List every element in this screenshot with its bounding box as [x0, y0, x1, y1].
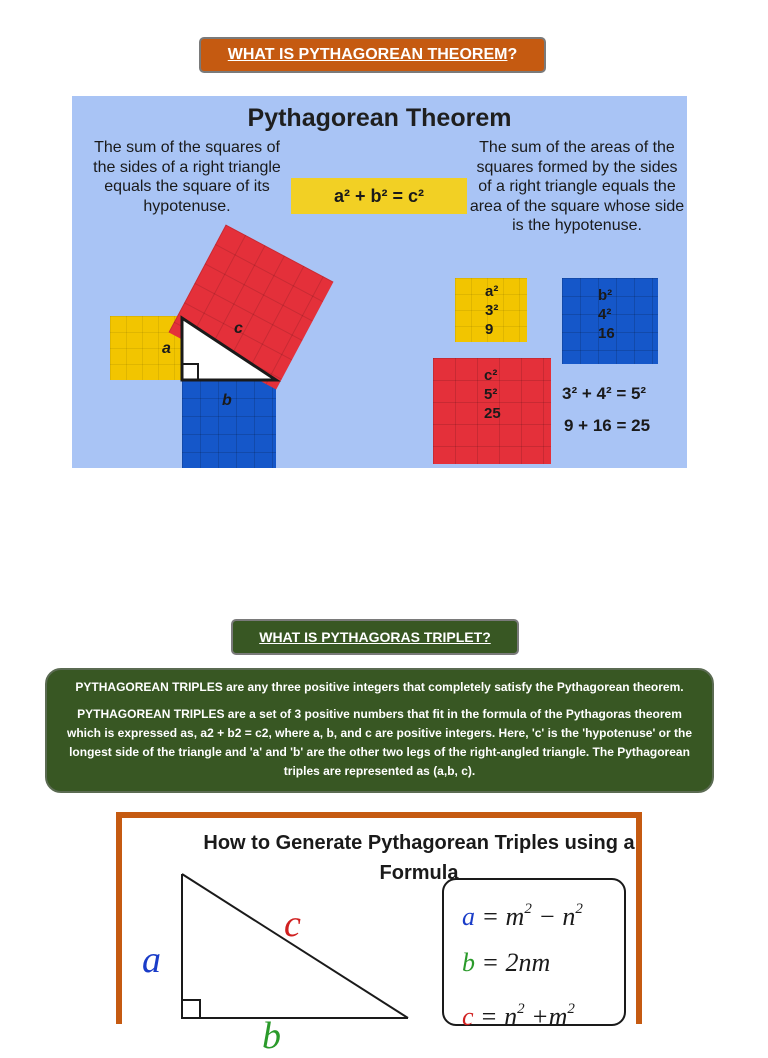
generate-title: How to Generate Pythagorean Triples using a Formula: [203, 832, 635, 884]
poster-right-text: The sum of the areas of the squares formed by the sides of a right triangle equals the area of the square whose side is the hypotenuse.: [469, 139, 685, 234]
theorem-heading-suffix: ?: [507, 46, 518, 63]
equation-values: 9 + 16 = 25: [564, 416, 651, 435]
triples-paragraph-1: PYTHAGOREAN TRIPLES are any three positive integers that completely satisfy the Pythagorean theorem.: [75, 680, 684, 694]
triangle-label-c: c: [234, 320, 243, 337]
triples-definition-box: [45, 668, 714, 793]
formula-c-line: [462, 986, 624, 1040]
triplet-heading: [231, 619, 519, 655]
formula-b-line: [462, 940, 624, 986]
equation-squares: 3² + 4² = 5²: [562, 384, 647, 403]
yellow-stack: [485, 282, 498, 339]
generate-triples-panel: [116, 812, 642, 1057]
formula-a-line: [462, 886, 624, 940]
formula-a-op: − n: [531, 902, 576, 931]
triples-paragraph-2: PYTHAGOREAN TRIPLES are a set of 3 positive numbers that fit in the formula of the Pythagoras theorem which is expressed as, a2 + b2 = c2, where a, b, and c are positive integers. Here, 'c' is the 'hypotenuse' or the longest side of the triangle and 'a' and 'b' are the other two legs of the right-angled triangle. The Pythagorean triples are represented as (a,b, c).: [67, 707, 692, 778]
yellow-stack-line: 9: [485, 321, 494, 338]
triangle-label-a: a: [162, 340, 171, 357]
red-stack-line: c²: [484, 367, 498, 384]
formula-a-var: a: [462, 902, 475, 931]
formula-a-exp: 2: [575, 901, 583, 917]
side-label-a: a: [142, 939, 161, 981]
red-stack-line: 25: [484, 405, 501, 422]
yellow-stack-line: 3²: [485, 302, 499, 319]
formula-a-exp: 2: [524, 901, 532, 917]
blue-stack-line: 4²: [598, 306, 612, 323]
formula-c-rhs: = n: [480, 1002, 518, 1031]
formula-b-var: b: [462, 948, 475, 977]
yellow-stack-line: a²: [485, 283, 499, 300]
blue-stack-line: 16: [598, 325, 615, 342]
formula-c-exp: 2: [567, 1001, 575, 1017]
side-label-c: c: [284, 903, 301, 945]
poster-formula: a² + b² = c²: [291, 178, 467, 214]
blue-stack-line: b²: [598, 287, 613, 304]
formula-c-exp: 2: [517, 1001, 525, 1017]
formula-triangle: [140, 870, 440, 1030]
triplet-heading-text: WHAT IS PYTHAGORAS TRIPLET?: [259, 629, 491, 645]
right-triangle: [178, 314, 280, 384]
formula-b-rhs: = 2nm: [481, 948, 551, 977]
blue-stack: [598, 286, 615, 343]
poster-title: Pythagorean Theorem: [247, 104, 512, 132]
poster-left-text: The sum of the squares of the sides of a right triangle equals the square of its hypotenuse.: [93, 139, 281, 215]
formula-a-rhs: = m: [481, 902, 525, 931]
pythagorean-theorem-poster: [72, 96, 687, 468]
triangle-label-b: b: [222, 392, 232, 409]
triple-formulas-box: [442, 878, 626, 1031]
side-label-b: b: [262, 1015, 281, 1057]
theorem-heading-text: WHAT IS PYTHAGOREAN THEOREM: [227, 46, 508, 63]
red-stack: [484, 366, 501, 423]
formula-c-var: c: [462, 1002, 474, 1031]
formula-c-op: +m: [524, 1002, 568, 1031]
theorem-heading: [199, 37, 546, 73]
red-stack-line: 5²: [484, 386, 498, 403]
